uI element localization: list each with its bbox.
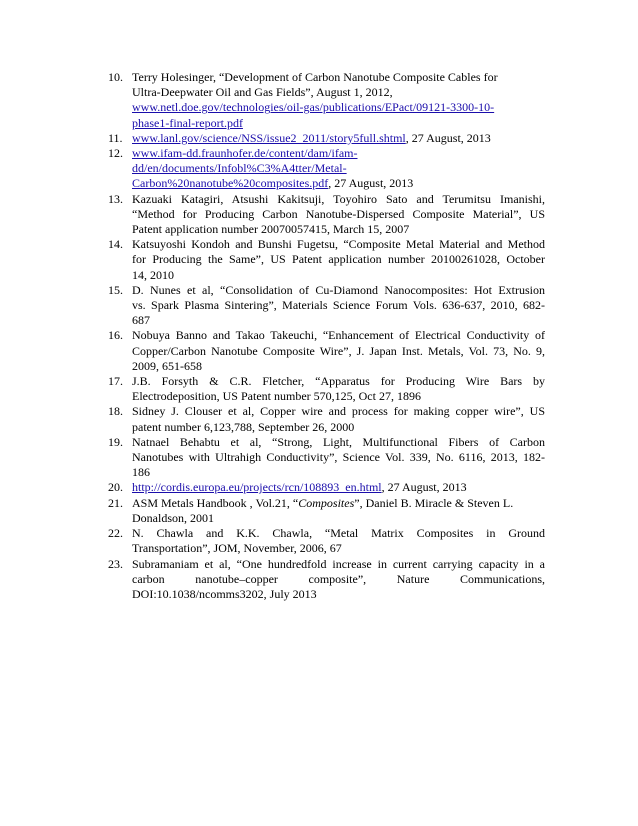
reference-line — [132, 237, 545, 252]
reference-number: 23. — [108, 556, 123, 571]
reference-line — [132, 344, 545, 359]
reference-link[interactable]: phase1-final-report.pdf — [132, 115, 243, 130]
reference-text: 186 — [132, 465, 150, 480]
reference-number: 16. — [108, 328, 123, 343]
reference-line — [132, 100, 545, 115]
reference-text: N. Chawla and K.K. Chawla, “Metal Matrix Composites in Ground — [132, 526, 545, 541]
reference-text: J.B. Forsyth & C.R. Fletcher, “Apparatus for Producing Wire Bars by — [132, 374, 545, 389]
reference-line — [132, 161, 545, 176]
reference-number: 15. — [108, 282, 123, 297]
reference-link[interactable]: Carbon%20nanotube%20composites.pdf — [132, 176, 329, 191]
reference-text: vs. Spark Plasma Sintering”, Materials Science Forum Vols. 636-637, 2010, 682- — [132, 298, 545, 313]
reference-line — [132, 131, 545, 146]
reference-list — [108, 70, 545, 602]
reference-line — [132, 557, 545, 572]
reference-link[interactable]: www.netl.doe.gov/technologies/oil-gas/publications/EPact/09121-3300-10- — [132, 100, 495, 115]
reference-text: for Producing the Same”, US Patent application number 20100261028, October — [132, 252, 545, 267]
reference-text: Sidney J. Clouser et al, Copper wire and process for making copper wire”, US — [132, 404, 545, 419]
reference-item — [108, 131, 545, 146]
reference-text: patent number 6,123,788, September 26, 2000 — [132, 419, 355, 434]
reference-line — [132, 85, 545, 100]
reference-line — [132, 298, 545, 313]
reference-line — [132, 116, 545, 131]
reference-item — [108, 192, 545, 238]
reference-text: D. Nunes et al, “Consolidation of Cu-Diamond Nanocomposites: Hot Extrusion — [132, 282, 545, 297]
reference-line — [132, 374, 545, 389]
reference-text: carbon nanotube–copper composite”, Nature Communications, — [132, 571, 545, 586]
reference-line — [132, 359, 545, 374]
reference-text: Kazuaki Katagiri, Atsushi Kakitsuji, Toyohiro Sato and Terumitsu Imanishi, — [132, 191, 545, 206]
reference-text: “Method for Producing Carbon Nanotube-Dispersed Composite Material”, US — [132, 206, 545, 221]
reference-line — [132, 146, 545, 161]
reference-number: 20. — [108, 480, 123, 495]
reference-text: 687 — [132, 313, 150, 328]
reference-text: Nobuya Banno and Takao Takeuchi, “Enhancement of Electrical Conductivity of — [132, 328, 545, 343]
reference-text: 14, 2010 — [132, 267, 174, 282]
reference-item — [108, 146, 545, 192]
reference-line — [132, 70, 545, 85]
reference-number: 22. — [108, 526, 123, 541]
reference-number: 17. — [108, 374, 123, 389]
reference-line — [132, 176, 545, 191]
reference-text: 2009, 651-658 — [132, 358, 202, 373]
reference-number: 13. — [108, 191, 123, 206]
reference-line — [132, 541, 545, 556]
reference-text: ”, Daniel B. Miracle & Steven L. — [354, 495, 514, 510]
reference-line — [132, 450, 545, 465]
reference-line — [132, 404, 545, 419]
reference-item — [108, 328, 545, 374]
reference-line — [132, 480, 545, 495]
reference-italic-text: Composites — [298, 495, 355, 510]
reference-item — [108, 435, 545, 481]
reference-link[interactable]: dd/en/documents/Infobl%C3%A4tter/Metal- — [132, 161, 347, 176]
reference-link[interactable]: www.ifam-dd.fraunhofer.de/content/dam/ifam- — [132, 146, 358, 161]
reference-line — [132, 496, 545, 511]
reference-text: , 27 August, 2013 — [405, 130, 491, 145]
reference-line — [132, 526, 545, 541]
reference-line — [132, 511, 545, 526]
reference-number: 19. — [108, 434, 123, 449]
reference-line — [132, 587, 545, 602]
reference-line — [132, 222, 545, 237]
reference-line — [132, 572, 545, 587]
reference-item — [108, 374, 545, 404]
reference-line — [132, 252, 545, 267]
reference-link[interactable]: http://cordis.europa.eu/projects/rcn/108893_en.html — [132, 480, 382, 495]
reference-item — [108, 283, 545, 329]
reference-text: Transportation”, JOM, November, 2006, 67 — [132, 541, 342, 556]
reference-line — [132, 328, 545, 343]
reference-number: 12. — [108, 146, 123, 161]
reference-item — [108, 70, 545, 131]
reference-line — [132, 435, 545, 450]
reference-number: 11. — [108, 130, 123, 145]
reference-number: 21. — [108, 495, 123, 510]
reference-line — [132, 465, 545, 480]
reference-line — [132, 268, 545, 283]
reference-line — [132, 313, 545, 328]
reference-text: Ultra-Deepwater Oil and Gas Fields”, August 1, 2012, — [132, 85, 393, 100]
reference-item — [108, 496, 545, 526]
reference-text: DOI:10.1038/ncomms3202, July 2013 — [132, 586, 317, 601]
reference-line — [132, 283, 545, 298]
reference-text: Terry Holesinger, “Development of Carbon Nanotube Composite Cables for — [132, 70, 498, 84]
reference-text: ASM Metals Handbook , Vol.21, “ — [132, 495, 299, 510]
reference-text: Subramaniam et al, “One hundredfold increase in current carrying capacity in a — [132, 556, 545, 571]
reference-text: Patent application number 20070057415, March 15, 2007 — [132, 222, 410, 237]
reference-link[interactable]: www.lanl.gov/science/NSS/issue2_2011/story5full.shtml — [132, 130, 406, 145]
reference-number: 14. — [108, 237, 123, 252]
reference-text: Katsuyoshi Kondoh and Bunshi Fugetsu, “Composite Metal Material and Method — [132, 237, 545, 252]
reference-text: , 27 August, 2013 — [328, 176, 414, 191]
reference-item — [108, 526, 545, 556]
reference-line — [132, 192, 545, 207]
reference-text: , 27 August, 2013 — [381, 480, 467, 495]
reference-text: Copper/Carbon Nanotube Composite Wire”, J. Japan Inst. Metals, Vol. 73, No. 9, — [132, 343, 545, 358]
reference-item — [108, 237, 545, 283]
reference-line — [132, 389, 545, 404]
reference-text: Electrodeposition, US Patent number 570,125, Oct 27, 1896 — [132, 389, 421, 404]
reference-text: Natnael Behabtu et al, “Strong, Light, Multifunctional Fibers of Carbon — [132, 434, 545, 449]
reference-item — [108, 480, 545, 495]
reference-text: Nanotubes with Ultrahigh Conductivity”, Science Vol. 339, No. 6116, 2013, 182- — [132, 450, 545, 465]
reference-text: Donaldson, 2001 — [132, 510, 214, 525]
reference-line — [132, 207, 545, 222]
reference-item — [108, 557, 545, 603]
reference-line — [132, 420, 545, 435]
reference-number: 10. — [108, 70, 123, 84]
reference-number: 18. — [108, 404, 123, 419]
reference-item — [108, 404, 545, 434]
